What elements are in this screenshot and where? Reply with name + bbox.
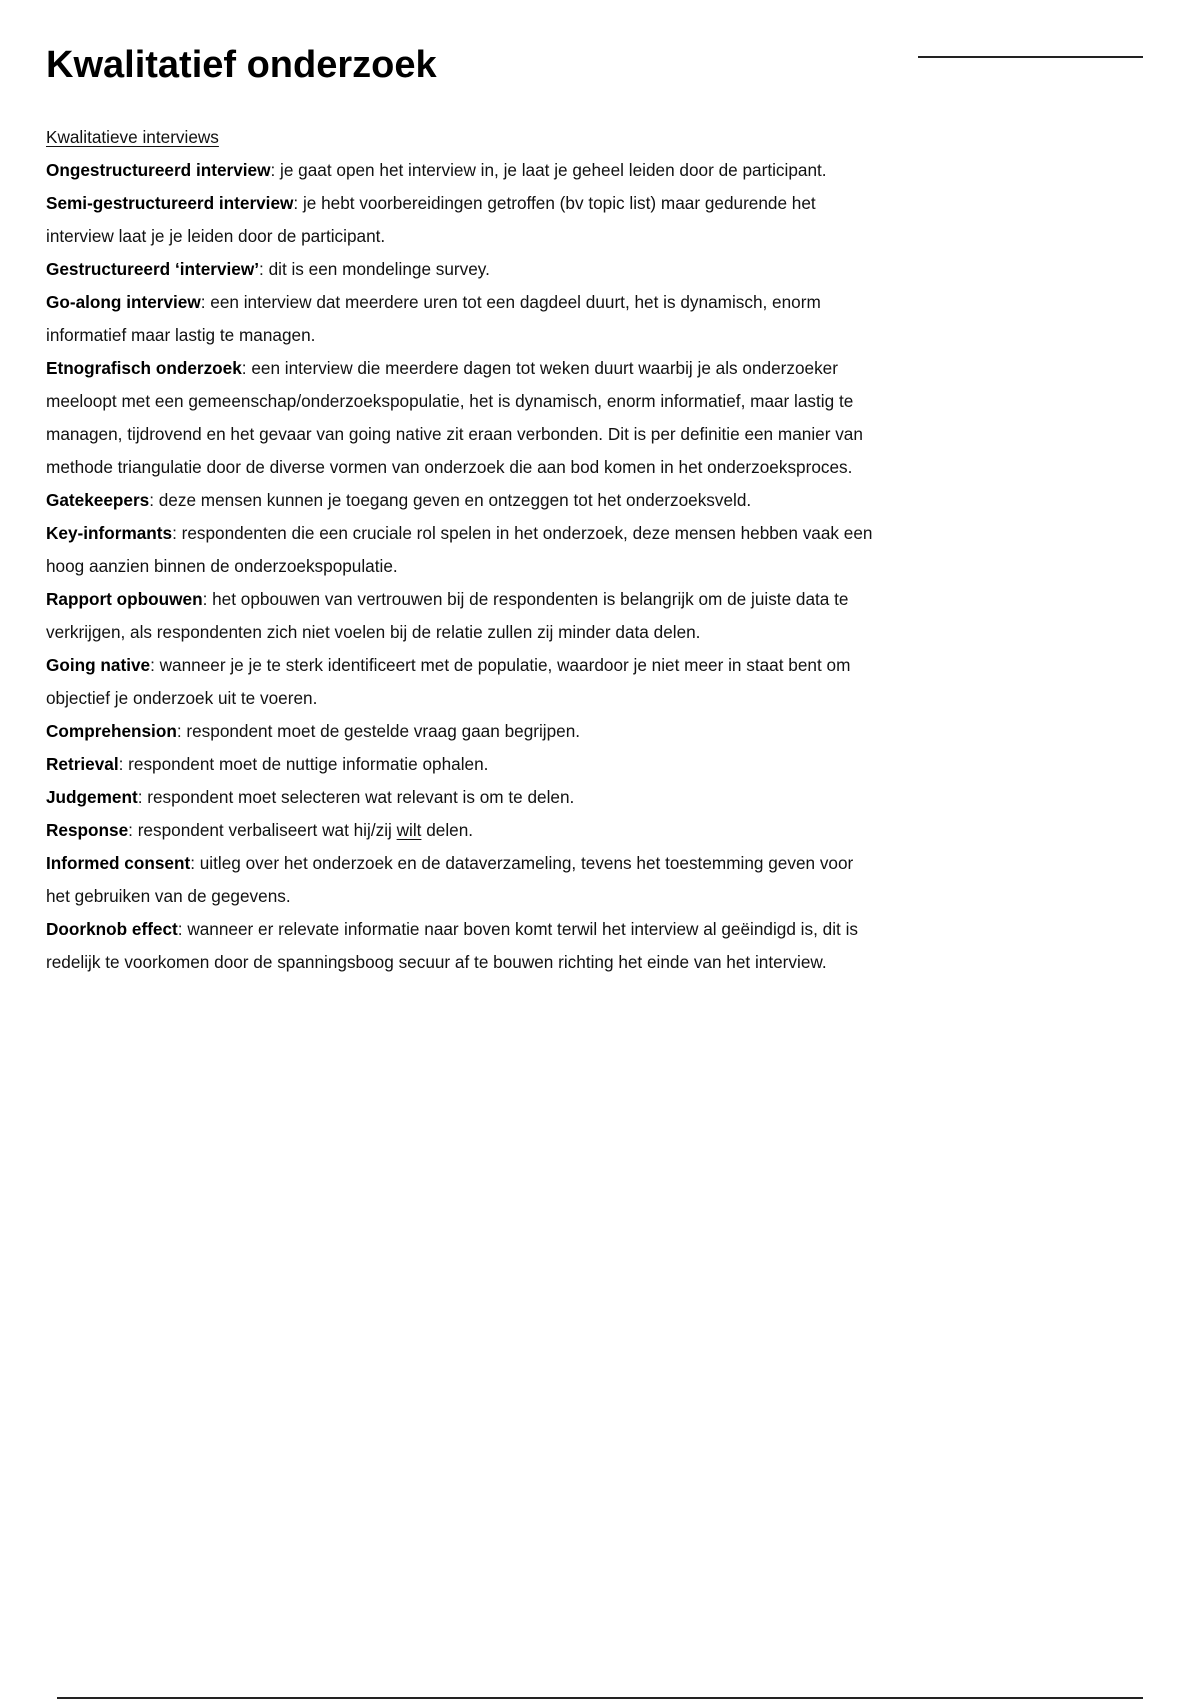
document-body [46, 121, 876, 979]
definition-text: : een interview die meerdere dagen tot weken duurt waarbij je als onderzoeker meeloopt met een gemeenschap/onderzoekspopulatie, het is dynamisch, enorm informatief, maar lastig te managen, tijdrovend en het gevaar van going native zit eraan verbonden. Dit is per definitie een manier van methode triangulatie door de diverse vormen van onderzoek die aan bod komen in het onderzoeksproces. [46, 358, 863, 477]
definition-term: Etnografisch onderzoek [46, 358, 242, 378]
definition-term: Go-along interview [46, 292, 201, 312]
definition-entry [46, 187, 876, 253]
definition-term: Going native [46, 655, 151, 675]
underlined-word: wilt [396, 820, 422, 840]
definition-entry [46, 649, 876, 715]
definition-text: delen. [421, 820, 474, 840]
definition-entry [46, 814, 876, 847]
definition-term: Judgement [46, 787, 138, 807]
definition-entry [46, 583, 876, 649]
definition-text: : een interview dat meerdere uren tot een dagdeel duurt, het is dynamisch, enorm informatief maar lastig te managen. [46, 292, 821, 345]
definition-entry [46, 286, 876, 352]
definition-term: Informed consent [46, 853, 191, 873]
definition-text: : respondent moet de nuttige informatie ophalen. [118, 754, 489, 774]
definition-text: : dit is een mondelinge survey. [259, 259, 490, 279]
definition-text: : uitleg over het onderzoek en de dataverzameling, tevens het toestemming geven voor het gebruiken van de gegevens. [46, 853, 854, 906]
definition-text: : respondent moet selecteren wat relevant is om te delen. [137, 787, 575, 807]
header-rule [918, 56, 1143, 58]
definition-term: Response [46, 820, 129, 840]
definition-entry [46, 352, 876, 484]
definition-entry [46, 517, 876, 583]
page-title: Kwalitatief onderzoek [46, 44, 437, 86]
definition-entry [46, 847, 876, 913]
definition-term: Gatekeepers [46, 490, 150, 510]
definition-entry [46, 781, 876, 814]
definition-entry [46, 253, 876, 286]
definition-term: Retrieval [46, 754, 119, 774]
definition-term: Semi-gestructureerd interview [46, 193, 294, 213]
definition-text: : wanneer je je te sterk identificeert met de populatie, waardoor je niet meer in staat bent om objectief je onderzoek uit te voeren. [46, 655, 851, 708]
section-heading: Kwalitatieve interviews [46, 127, 219, 147]
definition-text: : respondenten die een cruciale rol spelen in het onderzoek, deze mensen hebben vaak een hoog aanzien binnen de onderzoekspopulatie. [46, 523, 873, 576]
definition-term: Doorknob effect [46, 919, 178, 939]
definition-text: : respondent moet de gestelde vraag gaan begrijpen. [176, 721, 581, 741]
definition-entry [46, 484, 876, 517]
definition-term: Rapport opbouwen [46, 589, 203, 609]
definition-entry [46, 913, 876, 979]
definition-entry [46, 154, 876, 187]
definition-entry [46, 715, 876, 748]
footer-rule [57, 1697, 1143, 1699]
definition-text: : je gaat open het interview in, je laat je geheel leiden door de participant. [270, 160, 827, 180]
definition-text: : respondent verbaliseert wat hij/zij [128, 820, 397, 840]
definition-term: Comprehension [46, 721, 177, 741]
definition-term: Ongestructureerd interview [46, 160, 271, 180]
definition-entry [46, 748, 876, 781]
definition-text: : wanneer er relevate informatie naar boven komt terwil het interview al geëindigd is, dit is redelijk te voorkomen door de spanningsboog secuur af te bouwen richting het einde van het interview. [46, 919, 858, 972]
definition-text: : je hebt voorbereidingen getroffen (bv topic list) maar gedurende het interview laat je je leiden door de participant. [46, 193, 816, 246]
definition-term: Key-informants [46, 523, 173, 543]
definition-term: Gestructureerd ‘interview’ [46, 259, 260, 279]
definition-text: : deze mensen kunnen je toegang geven en ontzeggen tot het onderzoeksveld. [149, 490, 752, 510]
definition-text: : het opbouwen van vertrouwen bij de respondenten is belangrijk om de juiste data te verkrijgen, als respondenten zich niet voelen bij de relatie zullen zij minder data delen. [46, 589, 849, 642]
